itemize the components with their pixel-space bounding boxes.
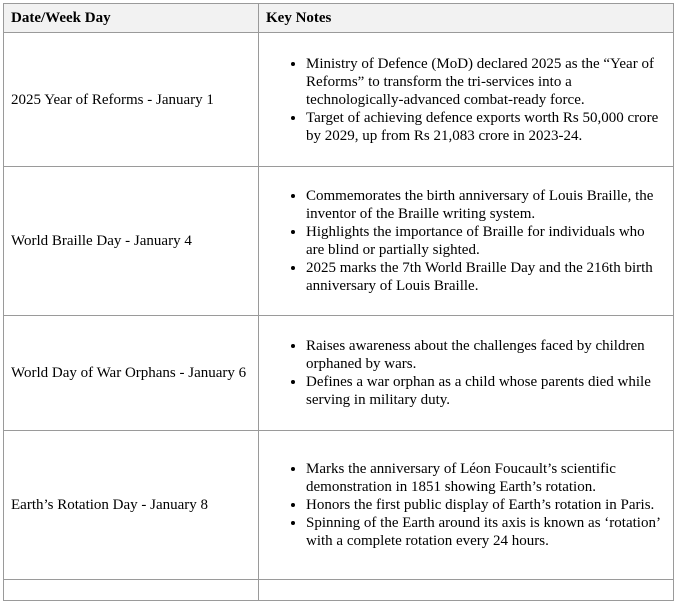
table-row bbox=[4, 167, 674, 316]
list-item: • Raises awareness about the challenges faced by children orphaned by wars. bbox=[306, 337, 666, 373]
row-notes-cell-empty bbox=[259, 580, 674, 601]
list-item: • Marks the anniversary of Léon Foucault’s scientific demonstration in 1851 showing Earth’s rotation. bbox=[306, 460, 666, 496]
row-notes-cell bbox=[259, 33, 674, 167]
list-item: • Defines a war orphan as a child whose parents died while serving in military duty. bbox=[306, 373, 666, 409]
table-row bbox=[4, 431, 674, 580]
notes-list bbox=[266, 187, 666, 295]
row-day-cell: World Day of War Orphans - January 6 bbox=[4, 316, 259, 431]
list-item: • Honors the first public display of Earth’s rotation in Paris. bbox=[306, 496, 666, 514]
row-day-cell-empty bbox=[4, 580, 259, 601]
row-day-cell: Earth’s Rotation Day - January 8 bbox=[4, 431, 259, 580]
key-notes-table bbox=[3, 3, 674, 601]
row-notes-cell bbox=[259, 167, 674, 316]
list-item: • Spinning of the Earth around its axis is known as ‘rotation’ with a complete rotation every 24 hours. bbox=[306, 514, 666, 550]
list-item: • 2025 marks the 7th World Braille Day and the 216th birth anniversary of Louis Braille. bbox=[306, 259, 666, 295]
notes-list bbox=[266, 337, 666, 409]
row-day-cell: World Braille Day - January 4 bbox=[4, 167, 259, 316]
header-key-notes: Key Notes bbox=[259, 4, 674, 33]
row-notes-cell bbox=[259, 431, 674, 580]
list-item: • Ministry of Defence (MoD) declared 2025 as the “Year of Reforms” to transform the tri-services into a technologically-advanced combat-ready force. bbox=[306, 55, 666, 109]
table-row bbox=[4, 316, 674, 431]
list-item: • Highlights the importance of Braille for individuals who are blind or partially sighted. bbox=[306, 223, 666, 259]
list-item: • Commemorates the birth anniversary of Louis Braille, the inventor of the Braille writing system. bbox=[306, 187, 666, 223]
notes-list bbox=[266, 55, 666, 145]
table-row bbox=[4, 33, 674, 167]
notes-list bbox=[266, 460, 666, 550]
header-date-week-day: Date/Week Day bbox=[4, 4, 259, 33]
list-item: • Target of achieving defence exports worth Rs 50,000 crore by 2029, up from Rs 21,083 crore in 2023-24. bbox=[306, 109, 666, 145]
table-row-partial bbox=[4, 580, 674, 601]
row-day-cell: 2025 Year of Reforms - January 1 bbox=[4, 33, 259, 167]
header-row bbox=[4, 4, 674, 33]
row-notes-cell bbox=[259, 316, 674, 431]
